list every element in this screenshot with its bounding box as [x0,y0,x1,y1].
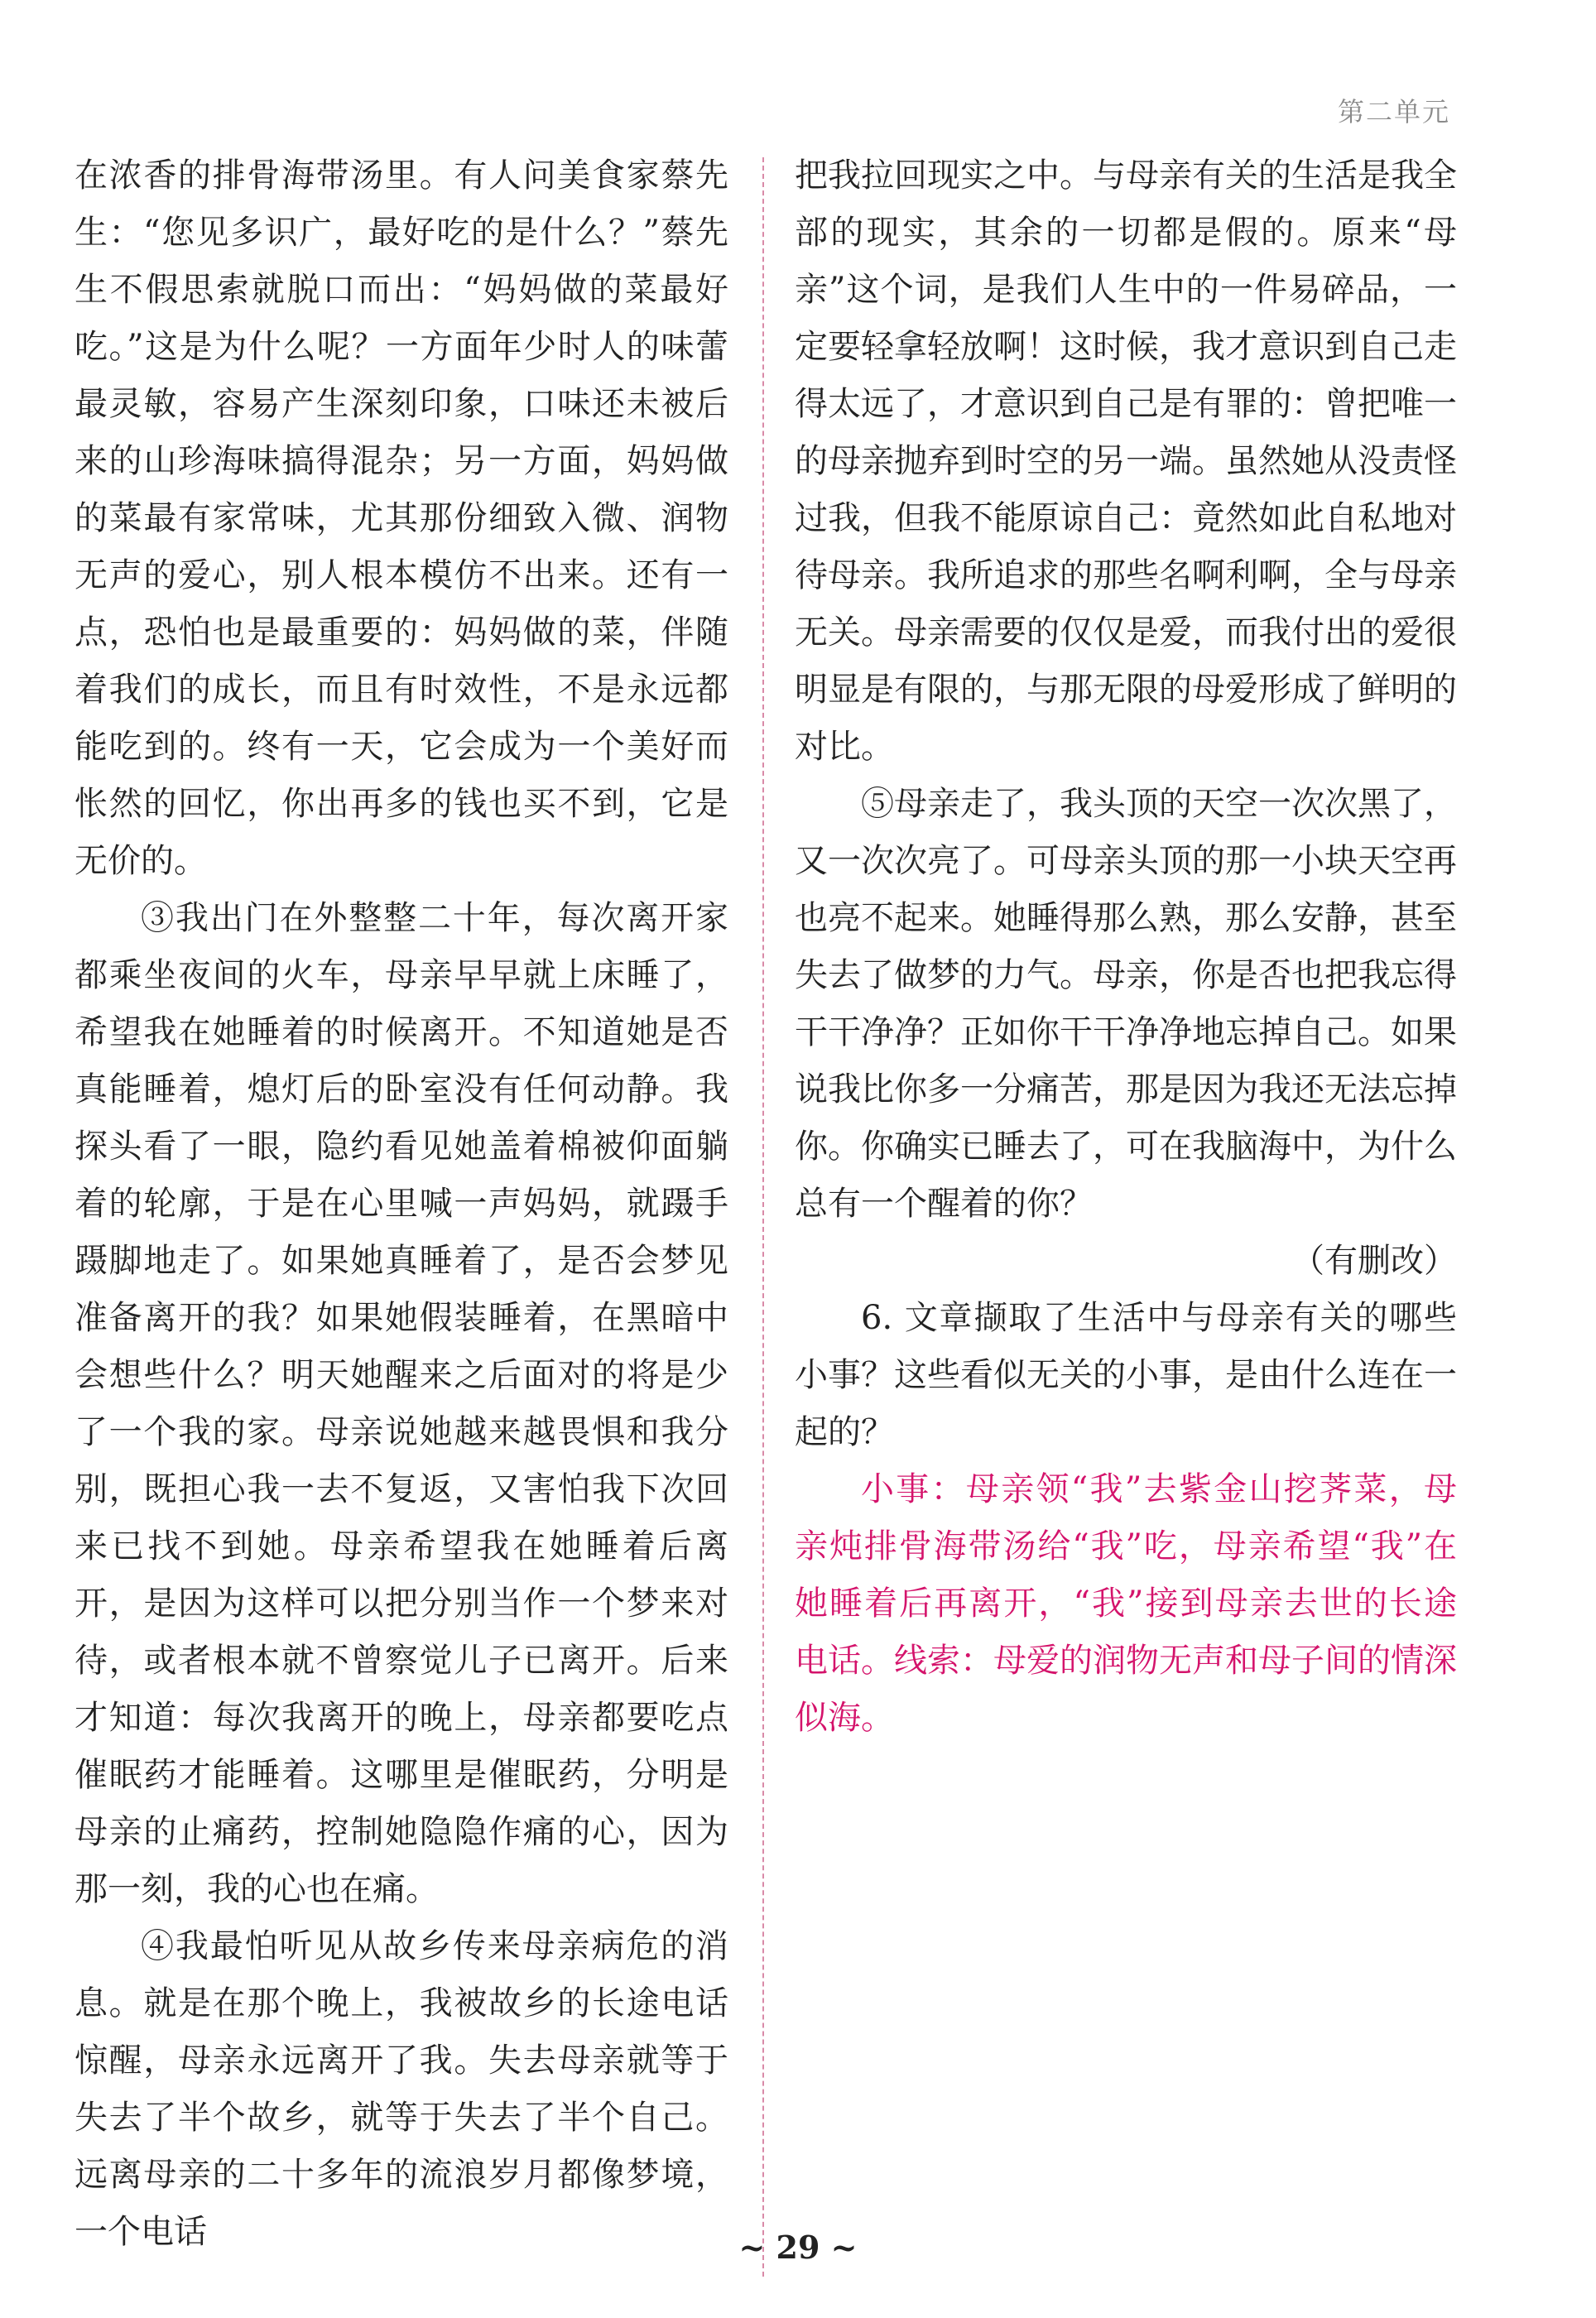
column-divider [762,157,764,2277]
answer-6: 小事：母亲领“我”去紫金山挖荠菜，母亲炖排骨海带汤给“我”吃，母亲希望“我”在她睡着后再离开，“我”接到母亲去世的长途电话。线索：母爱的润物无声和母子间的情深似海。 [795,1470,1457,1737]
question-6: 6. 文章撷取了生活中与母亲有关的哪些小事？这些看似无关的小事，是由什么连在一起的？ [795,1299,1457,1451]
paragraph-4: ④我最怕听见从故乡传来母亲病危的消息。就是在那个晚上，我被故乡的长途电话惊醒，母亲永远离开了我。失去母亲就等于失去了半个故乡，就等于失去了半个自己。远离母亲的二十多年的流浪岁月都像梦境，一个电话 [75,1927,728,2251]
paragraph-4-continued: 把我拉回现实之中。与母亲有关的生活是我全部的现实，其余的一切都是假的。原来“母亲”这个词，是我们人生中的一件易碎品，一定要轻拿轻放啊！这时候，我才意识到自己走得太远了，才意识到自己是有罪的：曾把唯一的母亲抛弃到时空的另一端。虽然她从没责怪过我，但我不能原谅自己：竟然如此自私地对待母亲。我所追求的那些名啊利啊，全与母亲无关。母亲需要的仅仅是爱，而我付出的爱很明显是有限的，与那无限的母爱形成了鲜明的对比。 [795,156,1457,766]
page-number: ~ 29 ~ [738,2229,858,2266]
paragraph-5: ⑤母亲走了，我头顶的天空一次次黑了，又一次次亮了。可母亲头顶的那一小块天空再也亮不起来。她睡得那么熟，那么安静，甚至失去了做梦的力气。母亲，你是否也把我忘得干干净净？正如你干干净净地忘掉自己。如果说我比你多一分痛苦，那是因为我还无法忘掉你。你确实已睡去了，可在我脑海中，为什么总有一个醒着的你？ [795,785,1457,1223]
unit-label: 第二单元 [1337,96,1450,127]
paragraph-3: ③我出门在外整整二十年，每次离开家都乘坐夜间的火车，母亲早早就上床睡了，希望我在她睡着的时候离开。不知道她是否真能睡着，熄灯后的卧室没有任何动静。我探头看了一眼，隐约看见她盖着棉被仰面躺着的轮廓，于是在心里喊一声妈妈，就蹑手蹑脚地走了。如果她真睡着了，是否会梦见准备离开的我？如果她假装睡着，在黑暗中会想些什么？明天她醒来之后面对的将是少了一个我的家。母亲说她越来越畏惧和我分别，既担心我一去不复返，又害怕我下次回来已找不到她。母亲希望我在她睡着后离开，是因为这样可以把分别当作一个梦来对待，或者根本就不曾察觉儿子已离开。后来才知道：每次我离开的晚上，母亲都要吃点催眠药才能睡着。这哪里是催眠药，分明是母亲的止痛药，控制她隐隐作痛的心，因为那一刻，我的心也在痛。 [75,899,728,1908]
right-column [795,147,1457,1747]
left-column [75,147,728,2261]
paragraph-continued: 在浓香的排骨海带汤里。有人问美食家蔡先生：“您见多识广，最好吃的是什么？”蔡先生不假思索就脱口而出：“妈妈做的菜最好吃。”这是为什么呢？一方面年少时人的味蕾最灵敏，容易产生深刻印象，口味还未被后来的山珍海味搞得混杂；另一方面，妈妈做的菜最有家常味，尤其那份细致入微、润物无声的爱心，别人根本模仿不出来。还有一点，恐怕也是最重要的：妈妈做的菜，伴随着我们的成长，而且有时效性，不是永远都能吃到的。终有一天，它会成为一个美好而怅然的回忆，你出再多的钱也买不到，它是无价的。 [75,156,728,880]
source-note: （有删改） [1291,1242,1457,1280]
